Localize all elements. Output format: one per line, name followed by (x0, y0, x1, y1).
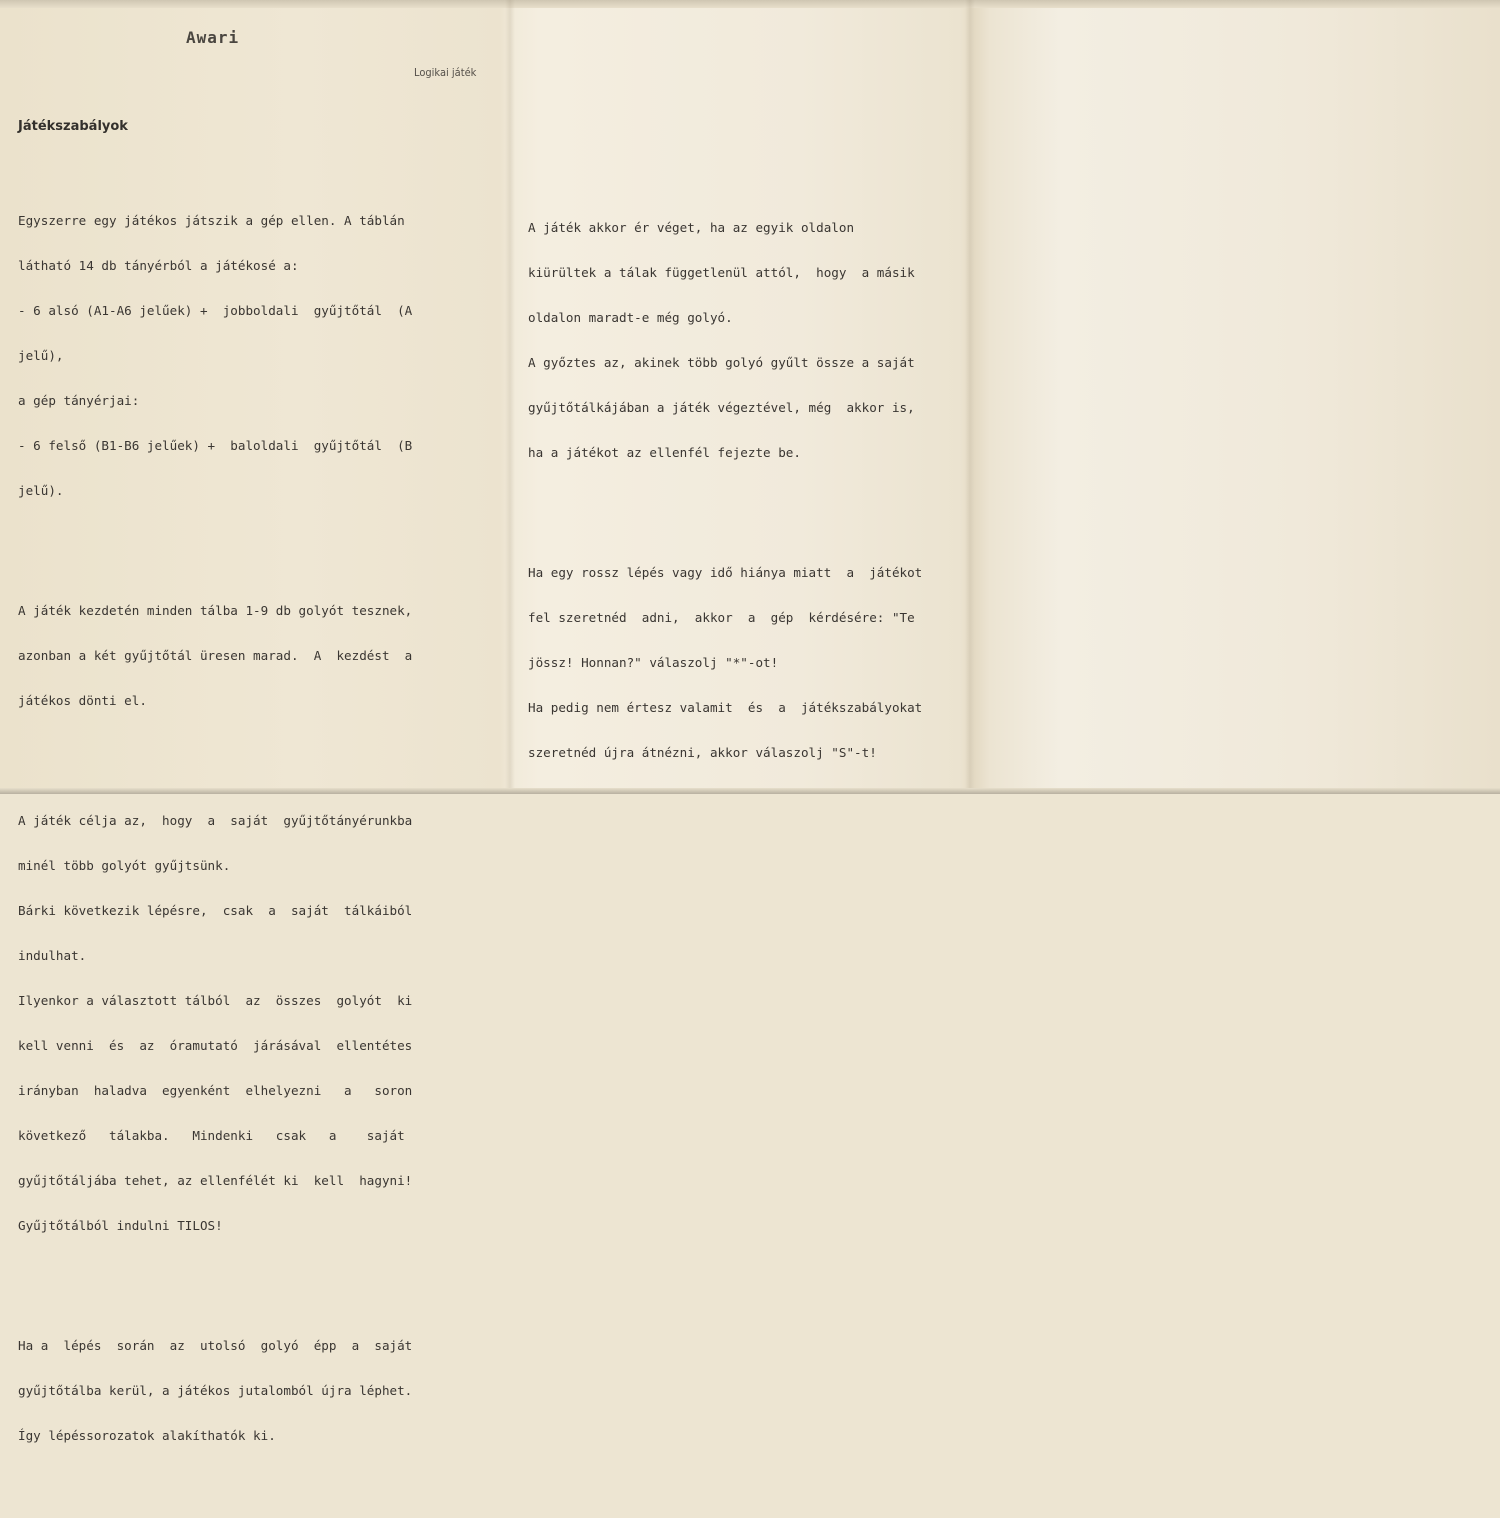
text-line: indulhat. (18, 948, 87, 963)
text-line: jössz! Honnan?" válaszolj "*"-ot! (528, 655, 779, 670)
text-line: azonban a két gyűjtőtál üresen marad. A kezdést a (18, 648, 413, 663)
section-heading: Játékszabályok (18, 119, 128, 134)
text-line: jelű). (18, 483, 64, 498)
text-line: kiürültek a tálak függetlenül attól, hogy a másik (528, 265, 915, 280)
paragraph (528, 190, 973, 490)
left-text-column (18, 153, 498, 1518)
text-line: ha a játékot az ellenfél fejezte be. (528, 445, 801, 460)
paragraph (18, 783, 498, 1263)
text-line: minél több golyót gyűjtsünk. (18, 858, 231, 873)
text-line: - 6 alsó (A1-A6 jelűek) + jobboldali gyűjtőtál (A (18, 303, 413, 318)
text-line: kell venni és az óramutató járásával ellentétes (18, 1038, 413, 1053)
text-line: Bárki következik lépésre, csak a saját tálkáiból (18, 903, 413, 918)
paragraph (18, 1308, 498, 1473)
text-line: Egyszerre egy játékos játszik a gép ellen. A táblán (18, 213, 405, 228)
text-line: Így lépéssorozatok alakíthatók ki. (18, 1428, 276, 1443)
text-line: - 6 felső (B1-B6 jelűek) + baloldali gyűjtőtál (B (18, 438, 413, 453)
text-line: szeretnéd újra átnézni, akkor válaszolj "S"-t! (528, 745, 877, 760)
page-fold (505, 0, 515, 794)
right-text-column (528, 160, 973, 835)
paragraph (18, 573, 498, 738)
text-line: oldalon maradt-e még golyó. (528, 310, 733, 325)
scan-top-edge (0, 0, 1500, 8)
text-line: Ha egy rossz lépés vagy idő hiánya miatt a játékot (528, 565, 923, 580)
text-line: gyűjtőtáljába tehet, az ellenfélét ki kell hagyni! (18, 1173, 413, 1188)
text-line: Ha a lépés során az utolsó golyó épp a saját (18, 1338, 413, 1353)
text-line: irányban haladva egyenként elhelyezni a soron (18, 1083, 413, 1098)
text-line: A játék kezdetén minden tálba 1-9 db golyót tesznek, (18, 603, 413, 618)
text-line: Ha pedig nem értesz valamit és a játékszabályokat (528, 700, 923, 715)
text-line: Ilyenkor a választott tálból az összes golyót ki (18, 993, 413, 1008)
text-line: A játék akkor ér véget, ha az egyik oldalon (528, 220, 855, 235)
text-line: Gyűjtőtálból indulni TILOS! (18, 1218, 223, 1233)
text-line: jelű), (18, 348, 64, 363)
text-line: következő tálakba. Mindenki csak a saját (18, 1128, 405, 1143)
text-line: a gép tányérjai: (18, 393, 140, 408)
paragraph (528, 535, 973, 790)
text-line: gyűjtőtálba kerül, a játékos jutalomból újra léphet. (18, 1383, 413, 1398)
text-line: gyűjtőtálkájában a játék végeztével, még akkor is, (528, 400, 915, 415)
text-line: játékos dönti el. (18, 693, 147, 708)
document-title: Awari (186, 28, 240, 47)
text-line: A győztes az, akinek több golyó gyűlt össze a saját (528, 355, 915, 370)
text-line: fel szeretnéd adni, akkor a gép kérdésére: "Te (528, 610, 915, 625)
text-line: A játék célja az, hogy a saját gyűjtőtányérunkba (18, 813, 413, 828)
scan-bottom-edge (0, 788, 1500, 794)
text-line: látható 14 db tányérból a játékosé a: (18, 258, 299, 273)
paragraph (18, 183, 498, 528)
document-subtitle: Logikai játék (414, 66, 477, 79)
